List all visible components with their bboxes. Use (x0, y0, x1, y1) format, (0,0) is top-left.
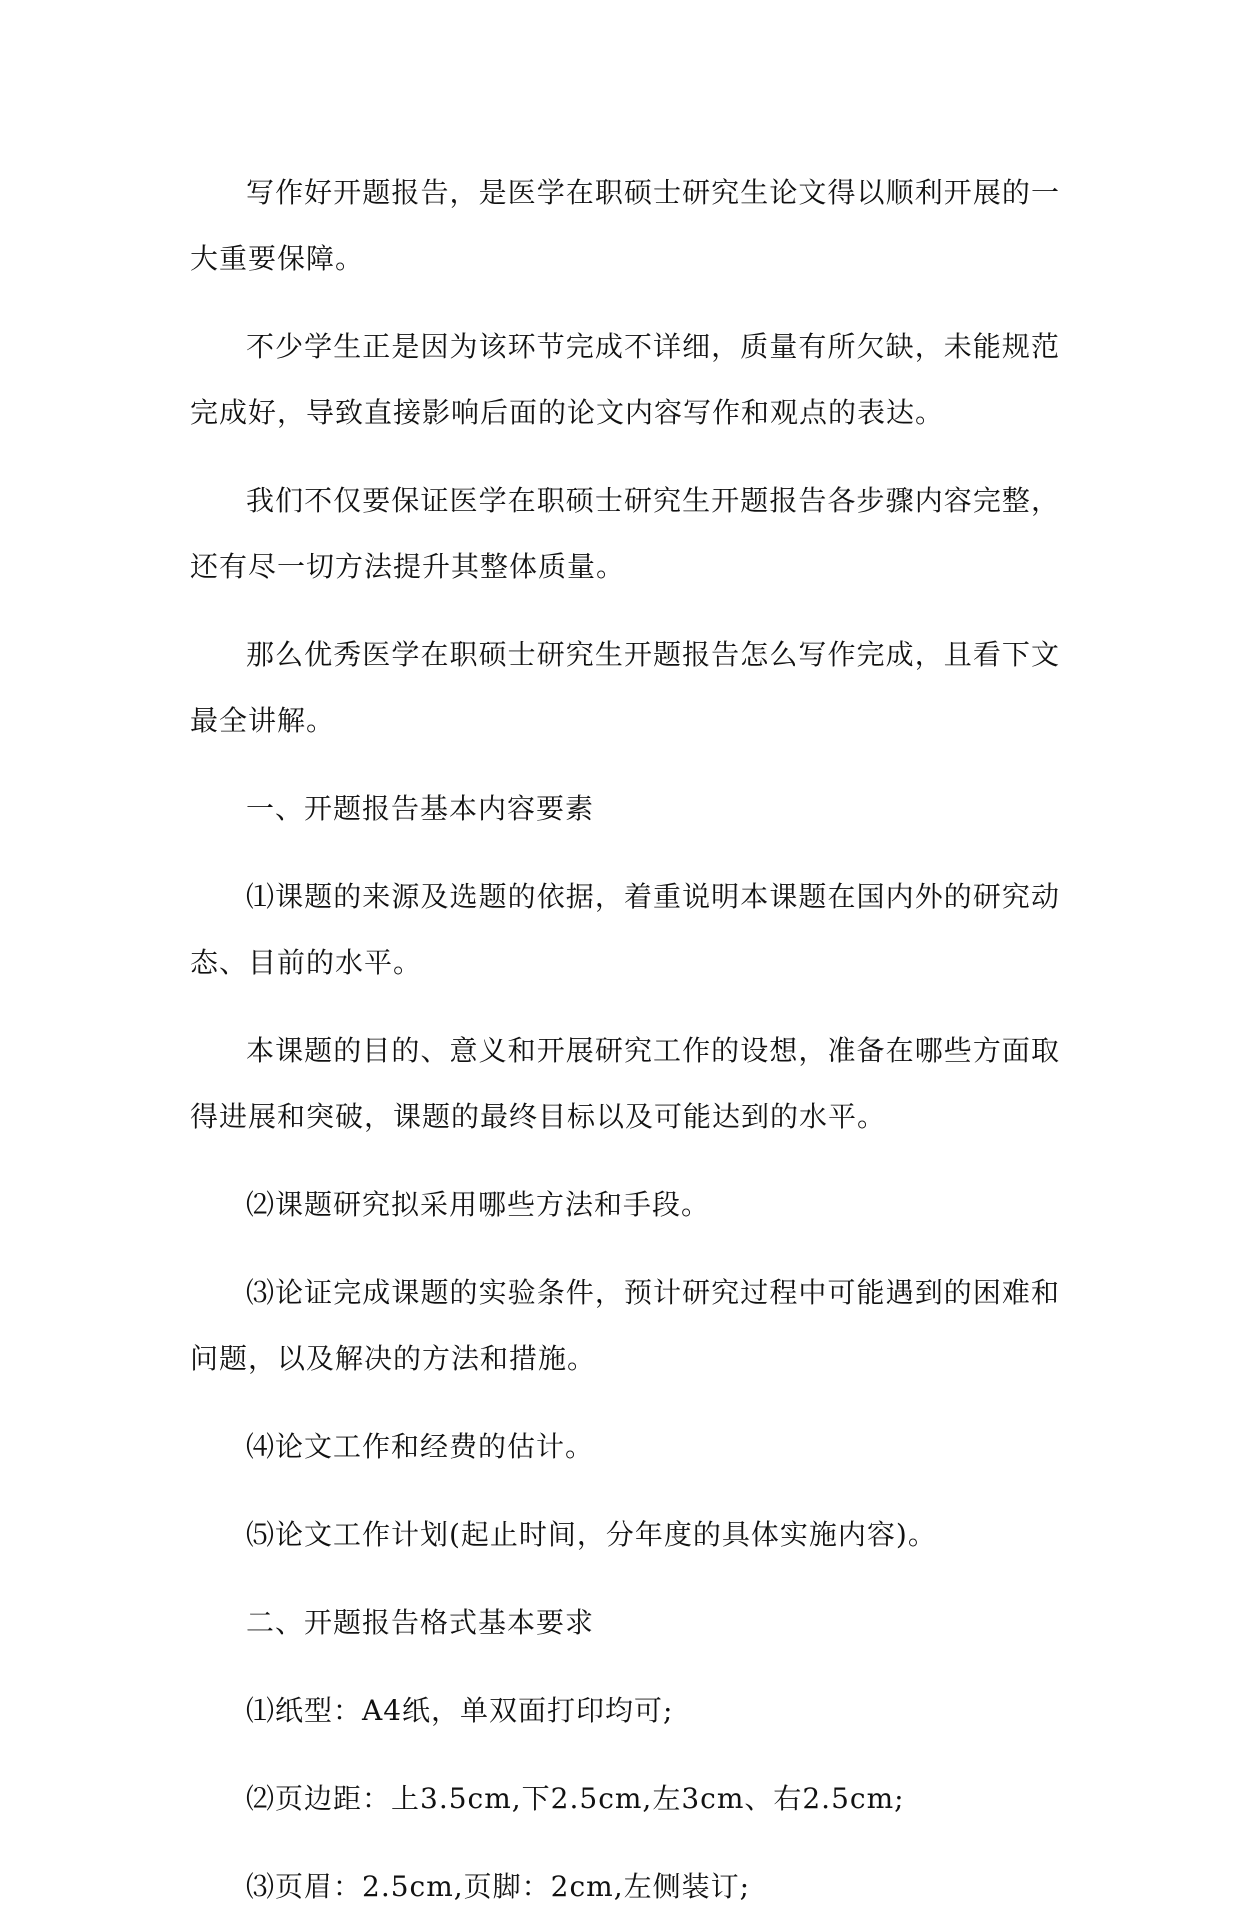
paragraph-intro: 写作好开题报告，是医学在职硕士研究生论文得以顺利开展的一大重要保障。 (190, 176, 1060, 275)
list-item-4: ⑷论文工作和经费的估计。 (246, 1430, 595, 1463)
format-item-header-footer: ⑶页眉：2.5cm,页脚：2cm,左侧装订; (246, 1870, 751, 1903)
list-item-2: ⑵课题研究拟采用哪些方法和手段。 (246, 1188, 711, 1221)
paragraph-problem: 不少学生正是因为该环节完成不详细，质量有所欠缺，未能规范完成好，导致直接影响后面的论文内容写作和观点的表达。 (190, 330, 1060, 429)
document-body (190, 160, 1060, 1920)
section-heading-format-requirements: 二、开题报告格式基本要求 (246, 1606, 595, 1639)
list-item-1: ⑴课题的来源及选题的依据，着重说明本课题在国内外的研究动态、目前的水平。 (190, 880, 1060, 979)
format-item-paper: ⑴纸型：A4纸，单双面打印均可; (246, 1694, 674, 1727)
list-item-3: ⑶论证完成课题的实验条件，预计研究过程中可能遇到的困难和问题，以及解决的方法和措施。 (190, 1276, 1060, 1375)
section-heading-content-elements: 一、开题报告基本内容要素 (246, 792, 595, 825)
paragraph-goal: 我们不仅要保证医学在职硕士研究生开题报告各步骤内容完整，还有尽一切方法提升其整体质量。 (190, 484, 1060, 583)
format-item-margins: ⑵页边距：上3.5cm,下2.5cm,左3cm、右2.5cm; (246, 1782, 905, 1815)
paragraph-purpose: 本课题的目的、意义和开展研究工作的设想，准备在哪些方面取得进展和突破，课题的最终目标以及可能达到的水平。 (190, 1034, 1060, 1133)
list-item-5: ⑸论文工作计划(起止时间，分年度的具体实施内容)。 (246, 1518, 937, 1551)
paragraph-lead: 那么优秀医学在职硕士研究生开题报告怎么写作完成，且看下文最全讲解。 (190, 638, 1060, 737)
